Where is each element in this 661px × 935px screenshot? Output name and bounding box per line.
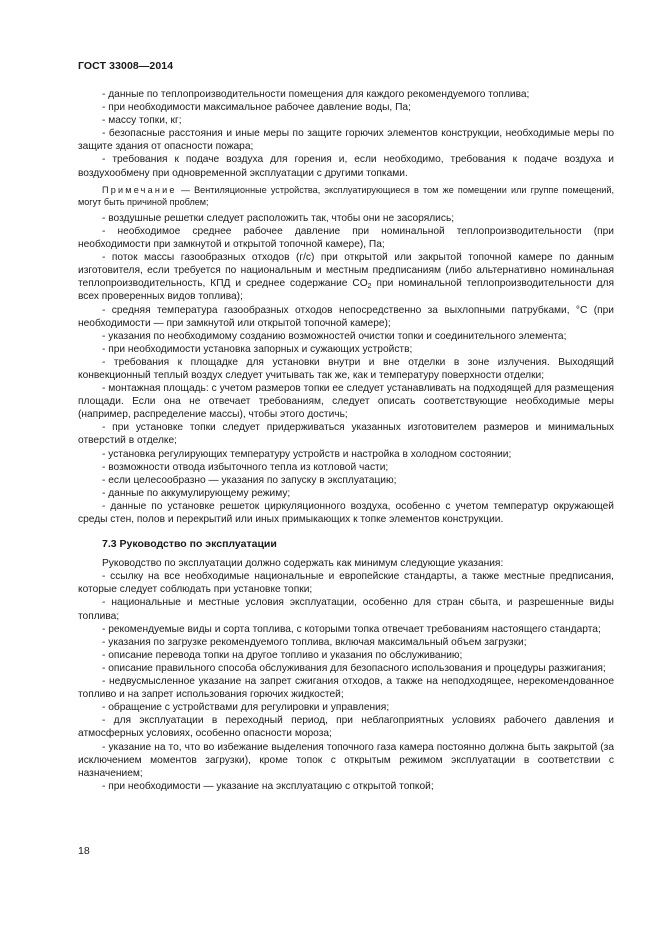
list-item: - обращение с устройствами для регулировки и управления;: [102, 702, 390, 714]
list-item: - воздушные решетки следует расположить так, чтобы они не засорялись;: [102, 212, 455, 224]
note-label: Примечание: [102, 184, 177, 195]
block-1: [78, 88, 614, 180]
list-item: - требования к площадке для установки внутри и вне отделки в зоне излучения. Выходящий конвекционный теплый воздух следует учитывать так же, как и температуру поверхности отделки;: [78, 356, 614, 381]
list-item: - требования к подаче воздуха для горения и, если необходимо, требования к подаче воздуха и воздухообмену при одновременной эксплуатации с другими топками.: [78, 154, 614, 179]
list-item: - массу топки, кг;: [102, 115, 182, 127]
list-item: - если целесообразно — указания по запуску в эксплуатацию;: [102, 474, 397, 486]
list-item: - при установке топки следует придерживаться указанных изготовителем размеров и минимальных отверстий в отделке;: [78, 422, 614, 447]
list-item: - средняя температура газообразных отходов непосредственно за выхлопными патрубками, °C (при необходимости — при замкнутой или открытой топочной камере);: [78, 304, 614, 329]
list-item: - монтажная площадь: с учетом размеров топки ее следует устанавливать на подходящей для размещения площади. Если она не отвечает требованиям, следует описать соответствующие необходимые меры (например, распределение массы), чтобы этого достичь;: [78, 383, 614, 421]
list-item: - при необходимости — указание на эксплуатацию с открытой топкой;: [102, 780, 434, 792]
list-item: - данные по установке решеток циркуляционного воздуха, особенно с учетом температур окружающей среды стен, полов и перекрытий или иных примыкающих к топке элементов конструкции.: [78, 500, 614, 525]
list-item: - рекомендуемые виды и сорта топлива, с которыми топка отвечает требованиям настоящего стандарта;: [102, 623, 601, 635]
list-item: - возможности отвода избыточного тепла из котловой части;: [102, 461, 389, 473]
list-item: - указания по загрузке рекомендуемого топлива, включая максимальный объем загрузки;: [102, 636, 527, 648]
gas-item-pre: - поток массы газообразных отходов (г/с) при открытой или закрытой топочной камере по данным изготовителя, если требуется по национальным и местным предписаниям (либо альтернативно номинальная теплопроизводительность, КПД и среднее содержание CO: [78, 252, 614, 290]
list-item: - безопасные расстояния и иные меры по защите горючих элементов конструкции, необходимые меры по защите здания от опасности пожара;: [78, 128, 614, 153]
list-item: - недвусмысленное указание на запрет сжигания отходов, а также на неподходящее, нерекомендованное топливо и на запрет использования горючих жидкостей;: [78, 676, 614, 701]
section-heading: 7.3 Руководство по эксплуатации: [102, 538, 277, 551]
page-number: 18: [78, 845, 90, 857]
list-intro: Руководство по эксплуатации должно содержать как минимум следующие указания:: [102, 558, 504, 570]
note-text: — Вентиляционные устройства, эксплуатирующиеся в том же помещении или группе помещений, могут быть причиной проблем;: [78, 184, 614, 207]
list-item: - описание правильного способа обслуживания для безопасного использования и процедуры разжигания;: [102, 662, 606, 674]
list-item: - указание на то, что во избежание выделения топочного газа камера постоянно должна быть закрытой (за исключением моментов загрузки), кроме топок с открытым режимом эксплуатации в соответствии с назначением;: [78, 741, 614, 779]
list-item: - описание перевода топки на другое топливо и указания по обслуживанию;: [102, 649, 463, 661]
block-2: [78, 212, 614, 304]
list-item: - при необходимости установка запорных и сужающих устройств;: [102, 343, 413, 355]
list-item: - данные по аккумулирующему режиму;: [102, 487, 291, 499]
list-item-gas-flow: [78, 251, 614, 303]
gas-item-post: при номинальной теплопроизводительности для всех проверенных видов топлива);: [78, 278, 615, 303]
list-item: - при необходимости максимальное рабочее давление воды, Па;: [102, 102, 411, 114]
document-header: ГОСТ 33008—2014: [78, 60, 174, 72]
document-body: [78, 88, 614, 793]
block-3: [78, 304, 614, 527]
list-item: - установка регулирующих температуру устройств и настройка в холодном состоянии;: [102, 448, 512, 460]
list-item: - указания по необходимому созданию возможностей очистки топки и соединительного элемента;: [102, 330, 567, 342]
gas-item-sub: 2: [367, 283, 372, 291]
list-item: - национальные и местные условия эксплуатации, особенно для стран сбыта, и разрешенные виды топлива;: [78, 597, 614, 622]
list-item: - для эксплуатации в переходный период, при неблагоприятных условиях рабочего давления и атмосферных условиях, особенно опасности мороза;: [78, 715, 614, 740]
list-item: - ссылку на все необходимые национальные и европейские стандарты, а также местные предписания, которые следует соблюдать при установке топки;: [78, 571, 614, 596]
note: [78, 184, 614, 208]
list-item: - данные по теплопроизводительности помещения для каждого рекомендуемого топлива;: [102, 89, 530, 100]
block-4: [78, 557, 614, 793]
list-item: - необходимое среднее рабочее давление при номинальной теплопроизводительности (при необходимости при замкнутой и открытой топочной камере), Па;: [78, 225, 614, 251]
